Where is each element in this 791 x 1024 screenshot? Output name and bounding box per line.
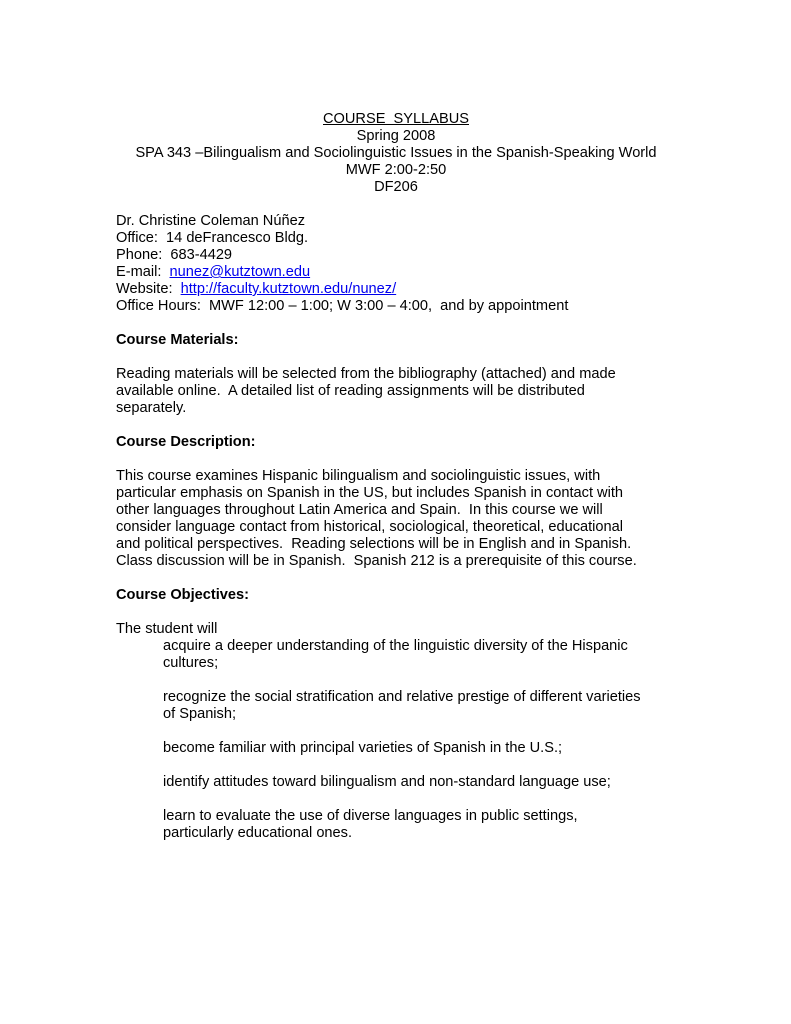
website-line bbox=[116, 281, 676, 298]
objective-item bbox=[163, 638, 663, 672]
email-link[interactable]: nunez@kutztown.edu bbox=[169, 264, 311, 280]
course-materials-section bbox=[116, 332, 676, 417]
instructor-info bbox=[116, 213, 676, 315]
office-label: Office: bbox=[116, 230, 158, 246]
course-description-heading: Course Description: bbox=[116, 434, 256, 450]
class-schedule: MWF 2:00-2:50 bbox=[345, 162, 447, 178]
description-line: and political perspectives. Reading selections will be in English and in Spanish. bbox=[116, 536, 632, 552]
objective-line: recognize the social stratification and relative prestige of different varieties bbox=[163, 689, 641, 705]
website-link[interactable]: http://faculty.kutztown.edu/nunez/ bbox=[180, 281, 397, 297]
office-hours-label: Office Hours: bbox=[116, 298, 201, 314]
course-description-text bbox=[116, 468, 676, 570]
objective-line: learn to evaluate the use of diverse languages in public settings, bbox=[163, 808, 578, 824]
objective-line: acquire a deeper understanding of the linguistic diversity of the Hispanic bbox=[163, 638, 628, 654]
objective-line: of Spanish; bbox=[163, 706, 237, 722]
objective-item bbox=[163, 740, 663, 757]
objective-item bbox=[163, 689, 663, 723]
syllabus-page bbox=[116, 111, 676, 842]
course-title: SPA 343 –Bilingualism and Sociolinguistic Issues in the Spanish-Speaking World bbox=[135, 145, 657, 161]
email-label: E-mail: bbox=[116, 264, 162, 280]
description-line: Class discussion will be in Spanish. Spanish 212 is a prerequisite of this course. bbox=[116, 553, 637, 569]
objective-item bbox=[163, 774, 663, 791]
description-line: particular emphasis on Spanish in the US, but includes Spanish in contact with bbox=[116, 485, 624, 501]
phone-value: 683-4429 bbox=[170, 247, 233, 263]
objective-line: particularly educational ones. bbox=[163, 825, 353, 841]
description-line: consider language contact from historical, sociological, theoretical, educational bbox=[116, 519, 624, 535]
office-value: 14 deFrancesco Bldg. bbox=[166, 230, 308, 246]
course-materials-heading: Course Materials: bbox=[116, 332, 239, 348]
course-objectives-heading: Course Objectives: bbox=[116, 587, 250, 603]
document-title: COURSE SYLLABUS bbox=[323, 111, 469, 127]
instructor-name: Dr. Christine Coleman Núñez bbox=[116, 213, 305, 229]
syllabus-header bbox=[116, 111, 676, 196]
objective-line: identify attitudes toward bilingualism and non-standard language use; bbox=[163, 774, 611, 790]
phone-label: Phone: bbox=[116, 247, 163, 263]
office-line bbox=[116, 230, 676, 247]
materials-line: available online. A detailed list of reading assignments will be distributed bbox=[116, 383, 585, 399]
objective-item bbox=[163, 808, 663, 842]
objective-line: become familiar with principal varieties of Spanish in the U.S.; bbox=[163, 740, 563, 756]
office-hours-line bbox=[116, 298, 676, 315]
classroom: DF206 bbox=[374, 179, 418, 195]
materials-line: Reading materials will be selected from the bibliography (attached) and made bbox=[116, 366, 616, 382]
objectives-intro: The student will bbox=[116, 621, 218, 637]
description-line: This course examines Hispanic bilingualism and sociolinguistic issues, with bbox=[116, 468, 601, 484]
phone-line bbox=[116, 247, 676, 264]
course-description-section bbox=[116, 434, 676, 570]
description-line: other languages throughout Latin America and Spain. In this course we will bbox=[116, 502, 603, 518]
course-objectives-section bbox=[116, 587, 676, 842]
course-materials-text bbox=[116, 366, 676, 417]
materials-line: separately. bbox=[116, 400, 187, 416]
email-line bbox=[116, 264, 676, 281]
objective-line: cultures; bbox=[163, 655, 219, 671]
website-label: Website: bbox=[116, 281, 173, 297]
term: Spring 2008 bbox=[356, 128, 436, 144]
office-hours-value: MWF 12:00 – 1:00; W 3:00 – 4:00, and by appointment bbox=[209, 298, 569, 314]
